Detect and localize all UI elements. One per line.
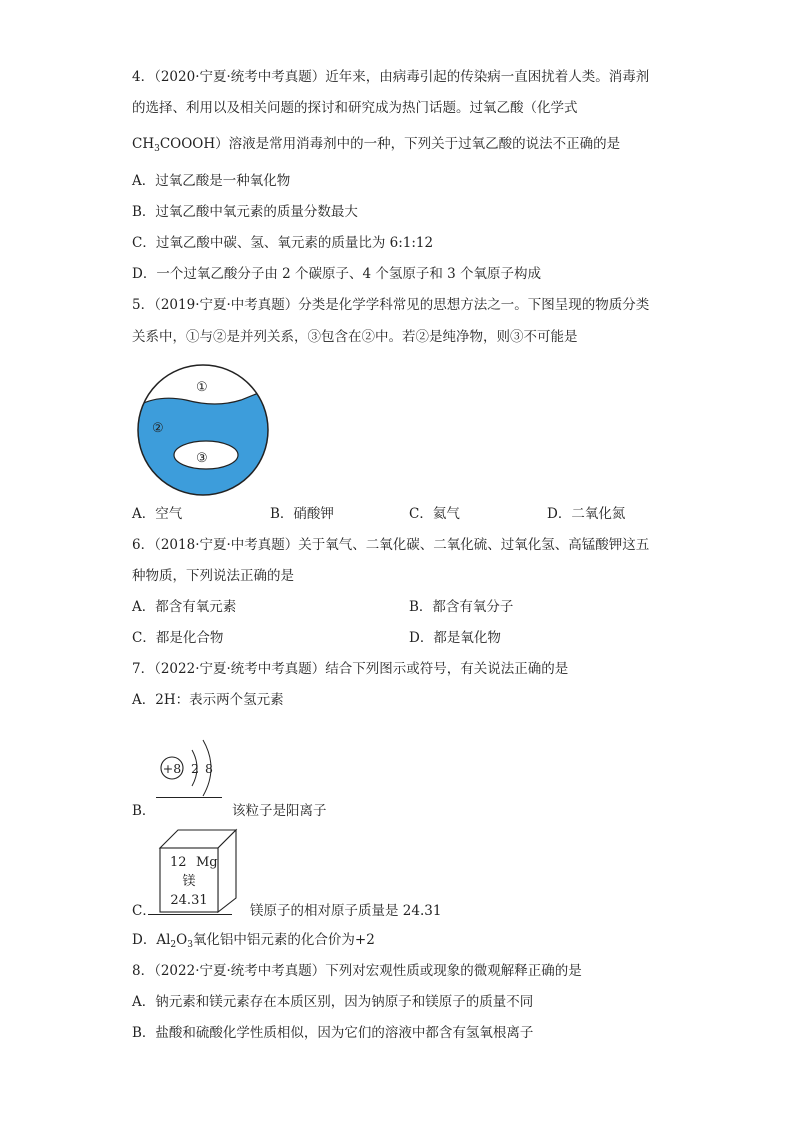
q4-option-b: B．过氧乙酸中氧元素的质量分数最大 (132, 204, 358, 220)
q4-stem-line-3-text: ）溶液是常用消毒剂中的一种，下列关于过氧乙酸的说法不正确的是 (215, 136, 621, 152)
q7-option-d: D．$Al_2O_3$氧化铝中铝元素的化合价为+2 (132, 932, 375, 950)
label-1: ① (196, 380, 208, 395)
q4-option-a: A．过氧乙酸是一种氧化物 (132, 173, 291, 189)
q4-option-d: D．一个过氧乙酸分子由 2 个碳原子、4 个氢原子和 3 个氧原子构成 (132, 266, 542, 282)
q7-option-c-letter: C． (132, 903, 156, 919)
q7-option-b-text: 该粒子是阳离子 (232, 803, 327, 819)
label-3: ③ (196, 451, 208, 466)
atomic-mass: 24.31 (170, 893, 208, 908)
atomic-number: 12 (170, 855, 187, 870)
q6-option-c: C．都是化合物 (132, 630, 224, 646)
q5-stem-line-1: 5．（2019·宁夏·中考真题）分类是化学学科常见的思想方法之一。下图呈现的物质分类 (132, 297, 650, 313)
q7-stem: 7．（2022·宁夏·统考中考真题）结合下列图示或符号，有关说法正确的是 (132, 661, 569, 677)
atom-structure-diagram (156, 728, 246, 808)
q7-option-c-text: 镁原子的相对原子质量是 24.31 (250, 903, 442, 919)
q5-stem-line-2: 关系中，①与②是并列关系，③包含在②中。若②是纯净物，则③不可能是 (132, 329, 578, 345)
q5-option-d: D．二氧化氮 (547, 506, 626, 522)
q7-option-b-letter: B． (132, 803, 156, 819)
element-cell-diagram (156, 826, 241, 916)
q5-option-a: A．空气 (132, 506, 183, 522)
shell-1-electrons: 2 (191, 761, 199, 776)
q6-option-a: A．都含有氧元素 (132, 599, 237, 615)
q8-stem: 8．（2022·宁夏·统考中考真题）下列对宏观性质或现象的微观解释正确的是 (132, 963, 582, 979)
q4-stem-line-2: 的选择、利用以及相关问题的探讨和研究成为热门话题。过氧乙酸（化学式 (132, 100, 578, 116)
q4-stem-line-3 (132, 135, 620, 153)
shell-2-electrons: 8 (205, 761, 213, 776)
q4-formula: $CH_3COOOH$ (132, 136, 216, 154)
q5-option-c: C．氦气 (409, 506, 460, 522)
label-2: ② (152, 421, 164, 436)
q6-stem-line-2: 种物质，下列说法正确的是 (132, 568, 294, 584)
classification-diagram (136, 360, 276, 500)
q6-option-b: B．都含有氧分子 (409, 599, 514, 615)
q6-stem-line-1: 6．（2018·宁夏·中考真题）关于氧气、二氧化碳、二氧化硫、过氧化氢、高锰酸钾这五 (132, 537, 650, 553)
q5-option-b: B．硝酸钾 (270, 506, 334, 522)
q8-option-b: B．盐酸和硫酸化学性质相似，因为它们的溶液中都含有氢氧根离子 (132, 1025, 534, 1041)
element-symbol: Mg (196, 855, 218, 870)
q8-option-a: A．钠元素和镁元素存在本质区别，因为钠原子和镁原子的质量不同 (132, 994, 534, 1010)
q4-stem-line-1: 4．（2020·宁夏·统考中考真题）近年来，由病毒引起的传染病一直困扰着人类。消毒剂 (132, 69, 650, 85)
q6-option-d: D．都是氧化物 (409, 630, 501, 646)
q4-option-c: C．过氧乙酸中碳、氢、氧元素的质量比为 6:1:12 (132, 235, 434, 251)
q7-option-a: A．2H：表示两个氢元素 (132, 692, 284, 708)
element-name: 镁 (182, 874, 196, 889)
q7-picture-baseline-b (156, 797, 222, 798)
nucleus-charge: +8 (162, 761, 182, 776)
q7-picture-baseline-c (148, 914, 232, 915)
